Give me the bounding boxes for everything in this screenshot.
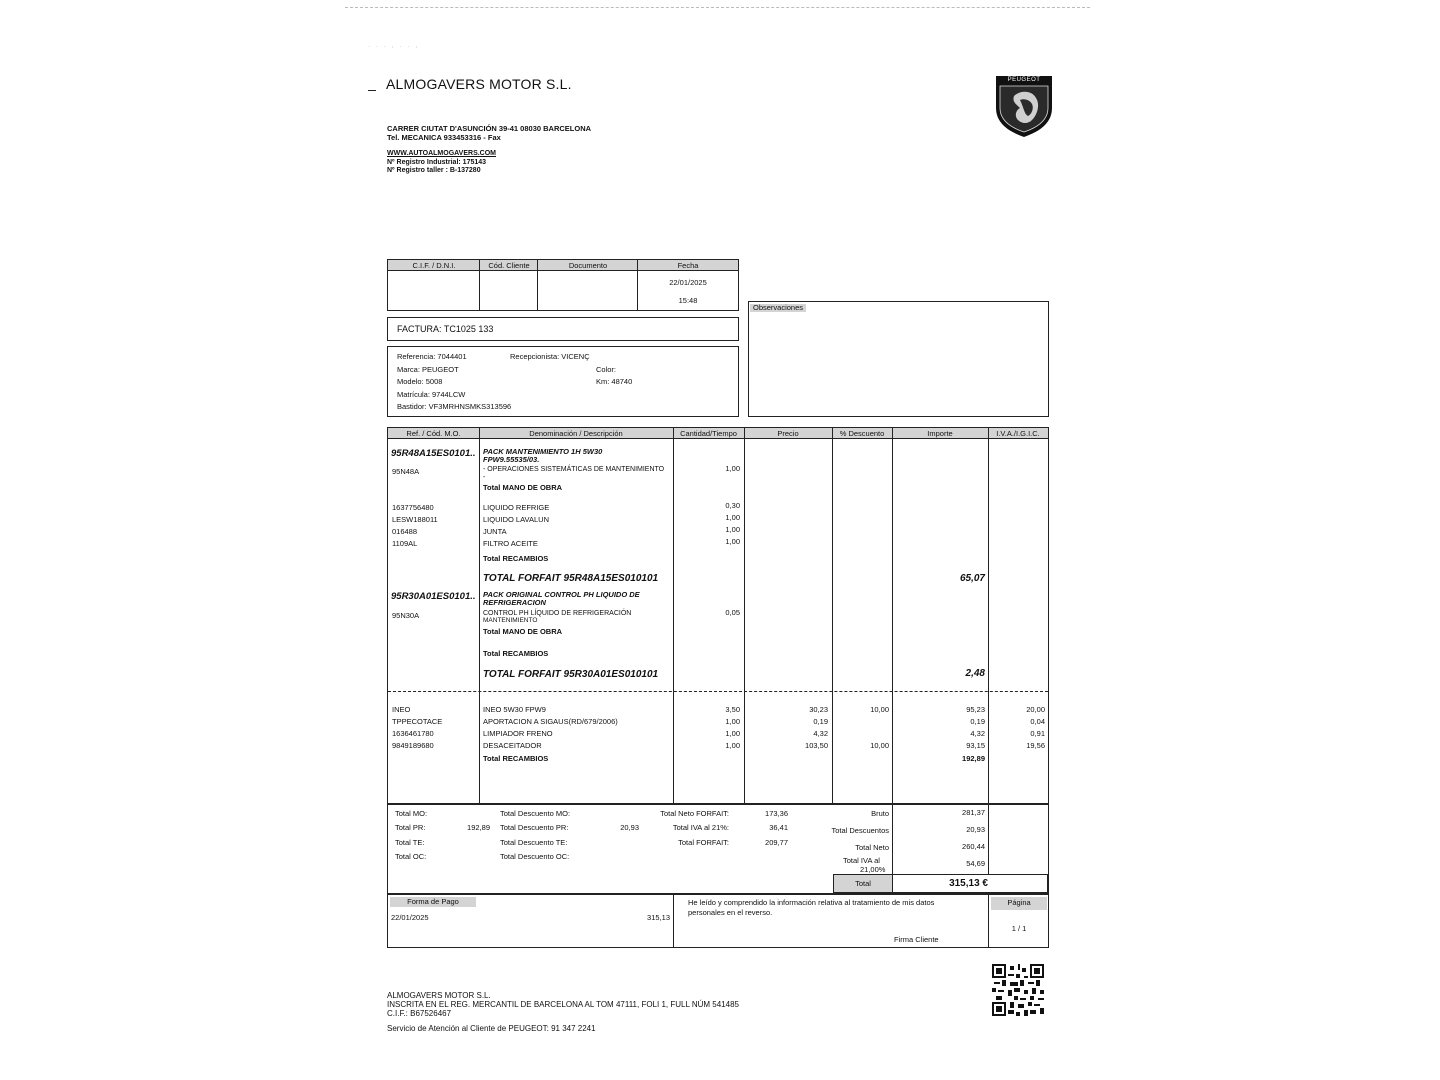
grand-total-value: 315,13 €	[949, 878, 988, 889]
company-reg-taller: Nº Registro taller : B-137280	[387, 167, 481, 174]
part-iva: 0,91	[1030, 729, 1045, 738]
footer	[387, 991, 739, 1033]
part-price: 4,32	[813, 729, 828, 738]
neto-label: Total Neto	[855, 843, 889, 852]
top-rule	[345, 7, 1090, 8]
vehicle-marca: Marca: PEUGEOT	[397, 365, 459, 374]
part-ref: TPPECOTACE	[392, 717, 443, 726]
footer-cif: C.I.F.: B67526467	[387, 1009, 452, 1018]
total-te-label: Total TE:	[395, 838, 425, 847]
pagina-value: 1 / 1	[1011, 924, 1027, 933]
iva21-label: Total IVA al 21%:	[672, 823, 729, 832]
company-reg-industrial: Nº Registro Industrial: 175143	[387, 158, 487, 166]
divider	[537, 260, 538, 310]
company-registry-block	[387, 150, 496, 176]
company-web-link[interactable]: WWW.AUTOALMOGAVERS.COM	[387, 150, 497, 157]
pack1-total-value: 65,07	[959, 573, 985, 584]
pack1-item-qty: 1,00	[725, 537, 740, 546]
divider	[479, 428, 480, 803]
part-importe: 4,32	[970, 729, 985, 738]
vehicle-modelo: Modelo: 5008	[397, 377, 443, 386]
vehicle-box	[387, 346, 739, 417]
pack2-mo-qty: 0,05	[725, 608, 740, 617]
company-address: CARRER CIUTAT D'ASUNCIÓN 39-41 08030 BARCELONA	[387, 124, 592, 133]
part-discount: 10,00	[870, 705, 889, 714]
part-qty: 3,50	[725, 705, 740, 714]
privacy-notice-cont: personales en el reverso.	[688, 908, 773, 917]
pack1-item-desc: JUNTA	[483, 527, 507, 536]
col-iva: I.V.A./I.G.I.C.	[996, 429, 1040, 438]
payment-box	[387, 894, 1049, 948]
divider	[479, 260, 480, 310]
fecha-value: 22/01/2025	[669, 278, 707, 287]
part-importe: 93,15	[966, 741, 985, 750]
part-ref: INEO	[392, 705, 411, 714]
col-ref: Ref. / Cód. M.O.	[406, 429, 461, 438]
company-phone: Tel. MECANICA 933453316 - Fax	[387, 133, 501, 142]
pack2-mo-desc-cont: MANTENIMIENTO	[483, 617, 538, 624]
pack1-item-ref: LESW188011	[392, 515, 438, 524]
footer-service: Servicio de Atención al Cliente de PEUGEOT: 91 347 2241	[387, 1024, 596, 1033]
col-precio: Precio	[777, 429, 799, 438]
part-importe: 0,19	[970, 717, 985, 726]
part-ref: 1636461780	[392, 729, 434, 738]
pack1-ref: 95R48A15ES0101..	[391, 448, 476, 459]
divider	[988, 895, 989, 947]
dto-te-label: Total Descuento TE:	[500, 838, 568, 847]
peugeot-lion-icon	[994, 74, 1054, 138]
totals-box	[387, 804, 1049, 894]
observaciones-box	[748, 301, 1049, 417]
pack1-title-code: FPW9.55535/03.	[483, 455, 540, 464]
part-price: 103,50	[805, 741, 828, 750]
total-oc-label: Total OC:	[395, 852, 427, 861]
col-fecha: Fecha	[677, 261, 699, 270]
footer-registry: INSCRITA EN EL REG. MERCANTIL DE BARCELONA AL TOM 47111, FOLI 1, FULL NÚM 541485	[387, 1000, 739, 1009]
pack1-mo-desc: - OPERACIONES SISTEMÁTICAS DE MANTENIMIENTO	[483, 466, 665, 473]
pack1-item-ref: 016488	[392, 527, 418, 536]
header-mark	[368, 90, 376, 91]
forma-pago-label: Forma de Pago	[407, 897, 459, 906]
part-qty: 1,00	[725, 729, 740, 738]
pack2-total-rec: Total RECAMBIOS	[483, 649, 549, 658]
pack1-item-desc: FILTRO ACEITE	[483, 539, 538, 548]
company-name: ALMOGAVERS MOTOR S.L.	[386, 76, 572, 92]
factura-box	[387, 317, 739, 341]
pack2-total-value: 2,48	[965, 668, 985, 679]
col-documento: Documento	[568, 261, 608, 270]
section-separator	[388, 691, 1048, 692]
observaciones-label: Observaciones	[750, 304, 806, 312]
grand-total-label: Total	[855, 879, 871, 888]
vehicle-referencia: Referencia: 7044401	[397, 352, 467, 361]
dto-oc-label: Total Descuento OC:	[500, 852, 570, 861]
pack1-total-rec: Total RECAMBIOS	[483, 554, 549, 563]
qr-code	[992, 964, 1044, 1021]
total-pr-value: 192,89	[467, 823, 490, 832]
forfait-label: Total FORFAIT:	[678, 838, 729, 847]
pack2-title-cont: REFRIGERACION	[483, 598, 546, 607]
neto-forfait-value: 173,36	[765, 809, 788, 818]
col-cod-cliente: Cód. Cliente	[488, 261, 530, 270]
pack2-title: PACK ORIGINAL CONTROL PH LIQUIDO DE	[483, 590, 640, 599]
neto-forfait-label: Total Neto FORFAIT:	[660, 809, 729, 818]
part-importe: 95,23	[966, 705, 985, 714]
payment-amount: 315,13	[647, 913, 670, 922]
part-discount: 10,00	[870, 741, 889, 750]
firma-cliente-label: Firma Cliente	[894, 935, 939, 944]
grand-total-box	[833, 874, 1048, 893]
payment-date: 22/01/2025	[391, 913, 429, 922]
header-table	[387, 259, 739, 311]
iva-percent: 21,00%	[860, 865, 886, 874]
divider	[673, 895, 674, 947]
factura-number: FACTURA: TC1025 133	[397, 324, 494, 334]
pack1-total-forfait: TOTAL FORFAIT 95R48A15ES010101	[483, 573, 659, 584]
pack2-total-forfait: TOTAL FORFAIT 95R30A01ES010101	[483, 669, 659, 680]
part-desc: LIMPIADOR FRENO	[483, 729, 553, 738]
divider	[988, 805, 989, 875]
vehicle-matricula: Matrícula: 9744LCW	[397, 390, 466, 399]
part-price: 30,23	[809, 705, 828, 714]
dto-pr-label: Total Descuento PR:	[500, 823, 569, 832]
part-iva: 19,56	[1026, 741, 1045, 750]
part-desc: APORTACION A SIGAUS(RD/679/2006)	[483, 717, 618, 726]
total-pr-label: Total PR:	[395, 823, 426, 832]
dto-pr-value: 20,93	[620, 823, 639, 832]
pack1-total-mo: Total MANO DE OBRA	[483, 483, 563, 492]
pack2-mo-ref: 95N30A	[392, 611, 420, 620]
pack1-item-qty: 1,00	[725, 525, 740, 534]
hora-value: 15:48	[678, 296, 698, 305]
lines-table	[387, 427, 1049, 804]
dto-mo-label: Total Descuento MO:	[500, 809, 571, 818]
vehicle-color: Color:	[596, 365, 617, 374]
pack2-total-mo: Total MANO DE OBRA	[483, 627, 563, 636]
bruto-value: 281,37	[962, 808, 985, 817]
logo-text: PEUGEOT	[1007, 77, 1041, 83]
col-descuento: % Descuento	[839, 429, 885, 438]
privacy-notice: He leído y comprendido la información relativa al tratamiento de mis datos	[688, 898, 935, 907]
pack2-mo-desc: CONTROL PH LÍQUIDO DE REFRIGERACIÓN	[483, 610, 632, 617]
peugeot-logo	[994, 74, 1054, 143]
company-address-block	[387, 124, 591, 142]
part-desc: INEO 5W30 FPW9	[483, 705, 546, 714]
total-mo-label: Total MO:	[395, 809, 428, 818]
part-desc: DESACEITADOR	[483, 741, 542, 750]
pack1-mo-qty: 1,00	[725, 464, 740, 473]
col-descripcion: Denominación / Descripción	[529, 429, 623, 438]
parts-total-label: Total RECAMBIOS	[483, 754, 549, 763]
part-price: 0,19	[813, 717, 828, 726]
pack1-item-desc: LIQUIDO REFRIGE	[483, 503, 550, 512]
vehicle-recepcionista: Recepcionista: VICENÇ	[510, 352, 590, 361]
neto-value: 260,44	[962, 842, 985, 851]
part-qty: 1,00	[725, 741, 740, 750]
part-qty: 1,00	[725, 717, 740, 726]
col-importe: Importe	[927, 429, 953, 438]
pack1-item-qty: 0,30	[725, 501, 740, 510]
iva-value: 54,69	[966, 859, 985, 868]
part-iva: 20,00	[1026, 705, 1045, 714]
forfait-value: 209,77	[765, 838, 788, 847]
col-cif: C.I.F. / D.N.I.	[412, 261, 456, 270]
pack2-ref: 95R30A01ES0101..	[391, 591, 476, 602]
pack1-item-ref: 1637756480	[392, 503, 434, 512]
pack1-item-qty: 1,00	[725, 513, 740, 522]
pack1-title: PACK MANTENIMIENTO 1H 5W30	[483, 447, 603, 456]
footer-company: ALMOGAVERS MOTOR S.L.	[387, 991, 491, 1000]
scan-noise: . . . , . . ,	[368, 42, 420, 49]
pagina-label: Página	[1007, 898, 1031, 907]
pack1-mo-dash: -	[483, 474, 486, 481]
col-cantidad: Cantidad/Tiempo	[680, 429, 737, 438]
vehicle-bastidor: Bastidor: VF3MRHNSMKS313596	[397, 402, 512, 411]
descuentos-label: Total Descuentos	[831, 826, 889, 835]
parts-total-value: 192,89	[962, 754, 985, 763]
part-ref: 9849189680	[392, 741, 434, 750]
descuentos-value: 20,93	[966, 825, 985, 834]
pack1-item-ref: 1109AL	[392, 539, 418, 548]
pack1-mo-ref: 95N48A	[392, 467, 420, 476]
bruto-label: Bruto	[871, 809, 889, 818]
pack1-item-desc: LIQUIDO LAVALUN	[483, 515, 549, 524]
iva21-value: 36,41	[769, 823, 788, 832]
vehicle-km: Km: 48740	[596, 377, 633, 386]
qr-code-icon	[992, 964, 1044, 1016]
iva-label: Total IVA al	[843, 856, 880, 865]
part-iva: 0,04	[1030, 717, 1045, 726]
